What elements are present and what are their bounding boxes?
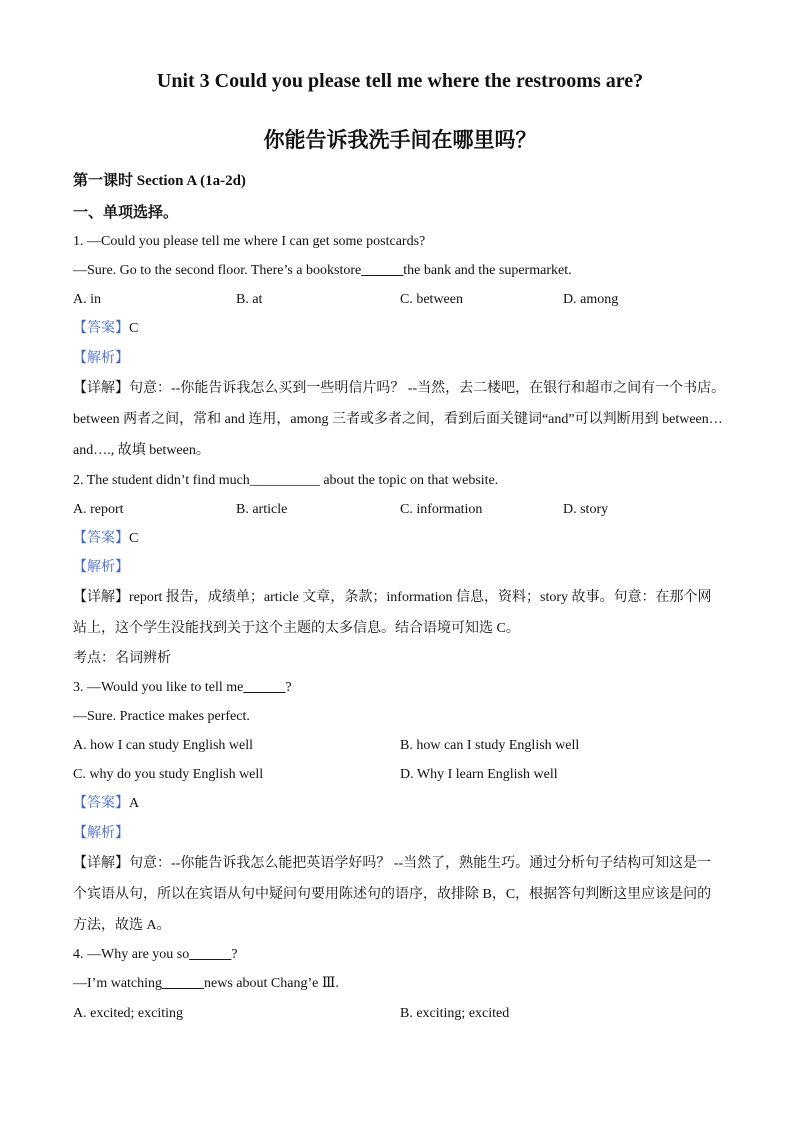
q2-stem: [73, 472, 498, 490]
q2-answer-label: 【答案】: [73, 531, 129, 546]
q1-detail-line1: 【详解】句意：--你能告诉我怎么买到一些明信片吗？ --当然，去二楼吧，在银行和超市之间有一个书店。: [73, 381, 726, 396]
q3-stem-part-a: 3. —Would you like to tell me: [73, 680, 244, 695]
q4-blank-2: ______: [162, 976, 205, 991]
q3-option-d: D. Why I learn English well: [400, 767, 558, 782]
q2-detail-line2: 站上，这个学生没能找到关于这个主题的太多信息。结合语境可知选 C。: [73, 621, 520, 636]
q3-stem: [73, 679, 292, 697]
q4-option-b: B. exciting; excited: [400, 1006, 510, 1021]
q4-reply-part-a: —I’m watching: [73, 976, 163, 991]
q2-option-c: C. information: [400, 502, 483, 517]
q3-detail-line1: 【详解】句意：--你能告诉我怎么能把英语学好吗？ --当然了，熟能生巧。通过分析句子结构可知这是一: [73, 856, 712, 871]
q3-option-a: A. how I can study English well: [73, 738, 254, 753]
q2-option-a: A. report: [73, 502, 124, 517]
q1-option-a: A. in: [73, 292, 101, 307]
q1-stem-line2: [73, 262, 572, 280]
q1-option-c: C. between: [400, 292, 463, 307]
lesson-heading: 第一课时 Section A (1a-2d): [73, 173, 246, 189]
q1-blank: ______: [361, 263, 404, 278]
q2-knowledge-point: 考点：名词辨析: [73, 651, 171, 666]
q3-detail-line2: 个宾语从句，所以在宾语从句中疑问句要用陈述句的语序，故排除 B，C，根据答句判断这里应该是问的: [73, 887, 712, 902]
q3-blank: ______: [243, 680, 286, 695]
q1-stem-line1: 1. —Could you please tell me where I can get some postcards?: [73, 234, 426, 249]
q3-answer-label: 【答案】: [73, 796, 129, 811]
q2-answer: [73, 530, 138, 548]
q2-analysis-label: 【解析】: [73, 560, 129, 575]
q2-blank: __________: [249, 473, 320, 488]
q3-reply: —Sure. Practice makes perfect.: [73, 709, 250, 724]
q4-stem-part-b: ?: [231, 947, 238, 962]
q1-detail-line3: and…., 故填 between。: [73, 443, 210, 458]
unit-title-chinese: 你能告诉我洗手间在哪里吗？: [263, 128, 537, 152]
q1-analysis-label: 【解析】: [73, 351, 129, 366]
q4-stem: [73, 946, 237, 964]
q2-option-d: D. story: [563, 502, 609, 517]
q1-detail-line2: between 两者之间，常和 and 连用，among 三者或多者之间，看到后面关键词“and”可以判断用到 between…: [73, 412, 723, 427]
q2-stem-part-b: about the topic on that website.: [319, 473, 499, 488]
q1-stem-part-b: the bank and the supermarket.: [403, 263, 572, 278]
q3-option-b: B. how can I study English well: [400, 738, 580, 753]
q2-option-b: B. article: [236, 502, 288, 517]
q1-stem-part-a: —Sure. Go to the second floor. There’s a bookstore: [73, 263, 362, 278]
q3-answer: [73, 795, 139, 813]
q4-option-a: A. excited; exciting: [73, 1006, 184, 1021]
q1-answer-value: C: [129, 321, 139, 336]
q1-answer: [73, 320, 138, 338]
q4-reply: [73, 975, 339, 993]
q3-answer-value: A: [129, 796, 140, 811]
q2-stem-part-a: 2. The student didn’t find much: [73, 473, 250, 488]
q4-blank: ______: [189, 947, 232, 962]
q3-option-c: C. why do you study English well: [73, 767, 264, 782]
q1-answer-label: 【答案】: [73, 321, 129, 336]
unit-title-english: Unit 3 Could you please tell me where the restrooms are?: [156, 70, 644, 92]
q4-reply-part-b: news about Chang’e Ⅲ.: [204, 976, 339, 991]
q4-stem-part-a: 4. —Why are you so: [73, 947, 190, 962]
q2-answer-value: C: [129, 531, 139, 546]
q1-option-b: B. at: [236, 292, 263, 307]
q3-stem-part-b: ?: [285, 680, 292, 695]
q3-detail-line3: 方法，故选 A。: [73, 918, 171, 933]
q3-analysis-label: 【解析】: [73, 826, 129, 841]
q1-option-d: D. among: [563, 292, 619, 307]
q2-detail-line1: 【详解】report 报告，成绩单；article 文章，条款；information 信息，资料；story 故事。句意：在那个网: [73, 590, 712, 605]
section-heading: 一、单项选择。: [73, 205, 179, 221]
